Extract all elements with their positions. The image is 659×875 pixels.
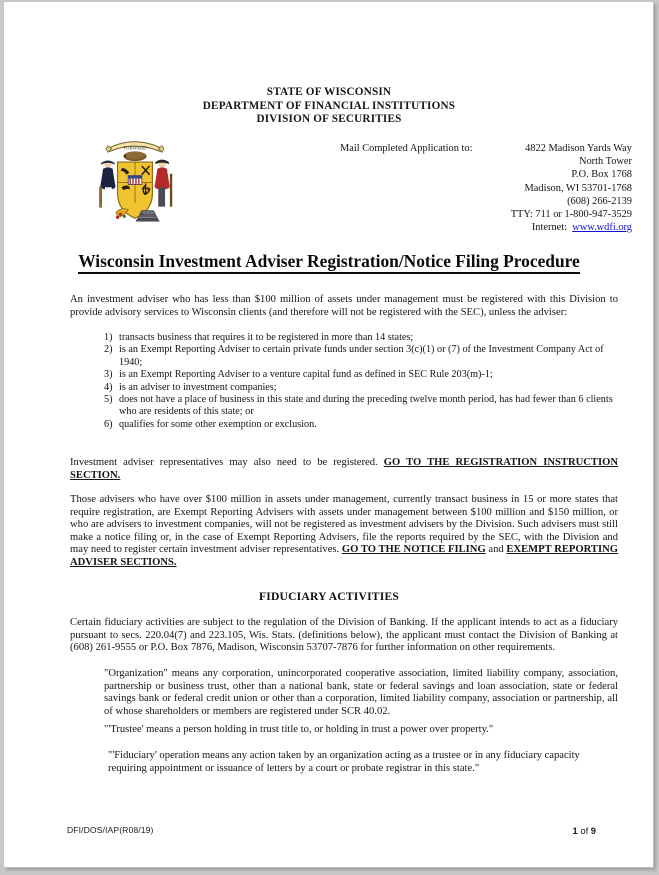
address-line-tty: TTY: 711 or 1-800-947-3529 [510,209,632,221]
over-100-lead-text: Those advisers who have over $100 million in assets under management, currently transact business in 15 or more states that require registration, are Exempt Reporting Advisers with assets under management between $100 million and $150 million, or who are advisers to investment companies, will not be registered as investment advisers by the Division. Such advisers must still make a notice filing or, in the case of Exempt Reporting Advisers, file the reports required by the SEC, with the Division and may need to register certain investment adviser representatives. [70,494,618,556]
over-100-million-paragraph [70,494,618,570]
page-title [4,251,654,272]
fiduciary-activities-heading: FIDUCIARY ACTIVITIES [258,590,400,603]
svg-text:FORWARD: FORWARD [123,146,147,152]
reference-joiner: and [485,544,507,556]
address-line-internet [511,221,632,234]
page-separator: of [577,825,591,836]
list-item [104,344,618,369]
address-line-tower: North Tower [578,156,632,168]
list-item-number: 4) [104,381,113,393]
agency-line-state: STATE OF WISCONSIN [266,86,392,98]
document-page [4,2,654,868]
list-item [104,394,618,419]
mailing-address [511,142,632,234]
page-title-text: Wisconsin Investment Adviser Registration/Notice Filing Procedure [78,251,580,274]
list-item-label: qualifies for some other exemption or exclusion. [119,418,317,430]
definition-organization: "Organization" means any corporation, unincorporated cooperative association, limited liability company, association, partnership or business trust, other than a national bank, state or federal savings and loan association, state or federal savings bank or federal credit union or other than a corporation, limited liability company, association or partnership, all of whose shareholders or members are registered under SCR 40.02. [104,668,618,717]
notice-filing-section-reference[interactable]: GO TO THE NOTICE FILING [341,544,486,556]
address-line-phone: (608) 266-2139 [567,195,632,207]
mail-to-label: Mail Completed Application to: [340,143,473,154]
page-total: 9 [590,825,596,836]
adviser-conditions-list [104,332,618,431]
letterhead [4,86,654,234]
mail-completed-application-block [340,142,632,234]
list-item-label: is an Exempt Reporting Adviser to certain private funds under section 3(c)(1) or (7) of the Investment Company Act of 1940; [119,344,604,368]
wisconsin-state-seal-icon [86,133,184,228]
fiduciary-intro-paragraph: Certain fiduciary activities are subject to the regulation of the Division of Banking. If the applicant intends to act as a fiduciary pursuant to secs. 220.04(7) and 223.105, Wis. Stats. (definitions below), the applicant must contact the Division of Banking at (608) 261-9555 or P.O. Box 7876, Madison, Wisconsin 53707-7876 for further information on other requirements. [70,617,618,654]
address-line-street: 4822 Madison Yards Way [525,143,632,154]
list-item-number: 6) [104,418,113,430]
definition-fiduciary: "'Fiduciary' operation means any action taken by an organization acting as a trustee or in any fiduciary capacity requiring appointment or issuance of letters by a court or probate registrar in this state." [108,750,580,774]
list-item-number: 5) [104,394,113,406]
list-item-number: 3) [104,369,113,381]
wdfi-website-link[interactable]: www.wdfi.org [572,222,632,234]
list-item [104,419,618,431]
address-line-city-state-zip: Madison, WI 53701-1768 [524,182,632,194]
page-content [4,2,654,868]
definition-trustee: "'Trustee' means a person holding in trust title to, or holding in trust a power over property." [104,724,494,735]
intro-paragraph: An investment adviser who has less than $100 million of assets under management must be registered with this Division to provide advisory services to Wisconsin clients (and therefore will not be registered with the SEC), unless the adviser: [70,294,618,318]
address-line-pobox: P.O. Box 1768 [571,169,632,181]
list-item-label: is an Exempt Reporting Adviser to a venture capital fund as defined in SEC Rule 203(m)-1; [119,369,493,381]
registration-instruction-section-reference[interactable]: GO TO THE REGISTRATION INSTRUCTION SECTION. [70,457,618,481]
representatives-paragraph [70,457,618,482]
representatives-lead-text: Investment adviser representatives may also need to be registered. [70,457,384,468]
page-number [573,825,596,836]
list-item [104,332,618,344]
exempt-reporting-adviser-sections-reference[interactable]: EXEMPT REPORTING ADVISER SECTIONS. [70,544,618,568]
page-current: 1 [572,825,578,836]
list-item-number: 2) [104,344,113,356]
list-item-label: does not have a place of business in this state and during the preceding twelve month period, has had fewer than 6 clients who are residents of this state; or [119,394,613,418]
agency-name-block [4,86,654,127]
agency-line-department: DEPARTMENT OF FINANCIAL INSTITUTIONS [202,99,456,112]
list-item-label: is an adviser to investment companies; [119,381,277,393]
list-item [104,382,618,394]
list-item-label: transacts business that requires it to be registered in more than 14 states; [119,332,414,343]
form-id-label: DFI/DOS/IAP(R08/19) [67,825,154,835]
list-item [104,369,618,381]
internet-label: Internet: [531,222,568,234]
page-footer [4,822,654,844]
list-item-number: 1) [104,332,113,343]
agency-line-division: DIVISION OF SECURITIES [256,113,402,126]
